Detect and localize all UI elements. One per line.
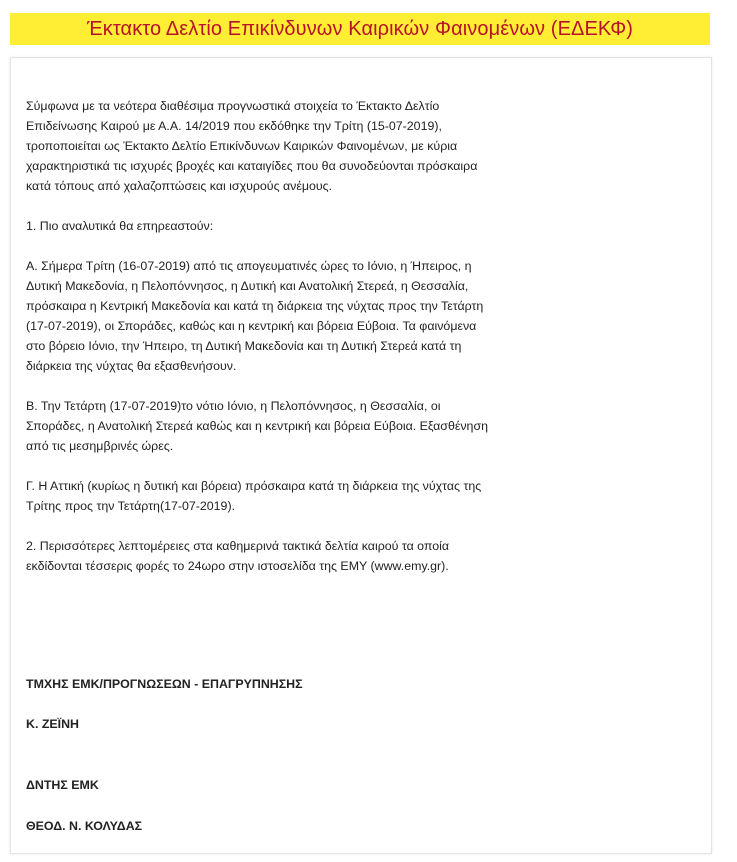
signature-department: ΤΜΧΗΣ ΕΜΚ/ΠΡΟΓΝΩΣΕΩΝ - ΕΠΑΓΡΥΠΝΗΣΗΣ	[26, 677, 303, 691]
item-c-paragraph: Γ. Η Αττική (κυρίως η δυτική και βόρεια) πρόσκαιρα κατά τη διάρκεια της νύχτας της Τρίτης προς την Τετάρτη(17-07-2019).	[26, 479, 482, 513]
item-a-paragraph: Α. Σήμερα Τρίτη (16-07-2019) από τις απογευματινές ώρες το Ιόνιο, η Ήπειρος, η Δυτική Μακεδονία, η Πελοπόννησος, η Δυτική και Ανατολική Στερεά, η Θεσσαλία, πρόσκαιρα η Κεντρική Μακεδονία και κατά τη διάρκεια της νύχτας προς την Τετάρτη (17-07-2019), οι Σποράδες, καθώς και η κεντρική και βόρεια Εύβοια. Τα φαινόμενα στο βόρειο Ιόνιο, την Ήπειρο, τη Δυτική Μακεδονία και τη Δυτική Στερεά κατά τη διάρκεια της νύχτας θα εξασθενήσουν.	[26, 259, 484, 373]
intro-paragraph: Σύμφωνα με τα νεότερα διαθέσιμα προγνωστικά στοιχεία το Έκτακτο Δελτίο Επιδείνωσης Καιρού με Α.Α. 14/2019 που εκδόθηκε την Τρίτη (15-07-2019), τροποποιείται ως Έκτακτο Δελτίο Επικίνδυνων Καιρικών Φαινομένων, με κύρια χαρακτηριστικά τις ισχυρές βροχές και καταιγίδες που θα συνοδεύονται πρόσκαιρα κατά τόπους από χαλαζοπτώσεις και ισχυρούς ανέμους.	[26, 99, 478, 193]
signature-role: ΔΝΤΗΣ ΕΜΚ	[26, 778, 99, 792]
signature-person-1: Κ. ΖΕΪΝΗ	[26, 717, 80, 731]
bulletin-body	[26, 96, 496, 596]
page-title: Έκτακτο Δελτίο Επικίνδυνων Καιρικών Φαινομένων (ΕΔΕΚΦ)	[86, 17, 634, 40]
item-b-paragraph: Β. Την Τετάρτη (17-07-2019)το νότιο Ιόνιο, η Πελοπόννησος, η Θεσσαλία, οι Σποράδες, η Ανατολική Στερεά καθώς και η κεντρική και βόρεια Εύβοια. Εξασθένηση από τις μεσημβρινές ώρες.	[26, 399, 488, 453]
bulletin-panel	[10, 57, 712, 854]
title-banner	[10, 13, 710, 45]
signature-person-2: ΘΕΟΔ. Ν. ΚΟΛΥΔΑΣ	[26, 819, 143, 833]
section-2-paragraph: 2. Περισσότερες λεπτομέρειες στα καθημερινά τακτικά δελτία καιρού τα οποία εκδίδονται τέσσερις φορές το 24ωρο στην ιστοσελίδα της ΕΜΥ (www.emy.gr).	[26, 539, 450, 573]
section-1-heading: 1. Πιο αναλυτικά θα επηρεαστούν:	[26, 219, 214, 233]
